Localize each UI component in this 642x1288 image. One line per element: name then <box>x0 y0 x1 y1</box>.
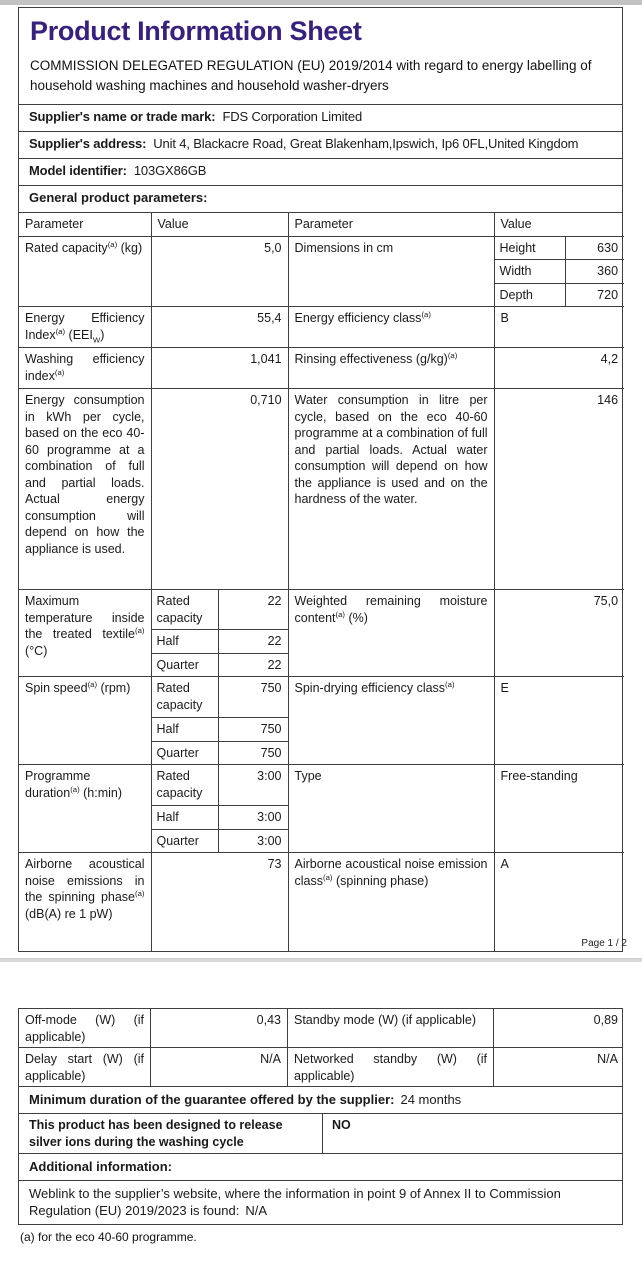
noise-value: 73 <box>151 853 288 951</box>
washing-index-value: 1,041 <box>151 348 288 389</box>
energy-consumption-value: 0,710 <box>151 389 288 590</box>
max-temp-quarter-label: Quarter <box>151 653 218 677</box>
table-row <box>19 853 624 951</box>
dimension-height-label: Height <box>494 236 565 260</box>
supplier-address-value: Unit 4, Blackacre Road, Great Blakenham,Ipswich, Ip6 0FL,United Kingdom <box>153 136 579 152</box>
table-row <box>19 765 624 806</box>
washing-index-label: Washing efficiency index$^{(a)}$ <box>19 348 151 389</box>
regulation-subtitle: COMMISSION DELEGATED REGULATION (EU) 2019/2014 with regard to energy labelling of household washing machines and household washer-dryers <box>30 58 592 93</box>
page1-sheet <box>18 7 623 952</box>
duration-rated-value: 3:00 <box>218 765 288 806</box>
spin-class-label: Spin-drying efficiency class$^{(a)}$ <box>288 677 494 765</box>
delay-start-label: Delay start (W) (if applicable) <box>19 1048 151 1087</box>
dimensions-label: Dimensions in cm <box>288 236 494 307</box>
silver-ions-row <box>19 1114 622 1154</box>
table-row <box>19 590 624 630</box>
page-separator <box>0 958 642 962</box>
off-mode-row <box>19 1009 622 1048</box>
guarantee-label: Minimum duration of the guarantee offered by the supplier: <box>29 1092 395 1107</box>
eei-label: Energy Efficiency Index$^{(a)}$ $(EEI_W)$ <box>19 307 151 348</box>
max-temp-half-label: Half <box>151 630 218 654</box>
header-section <box>19 8 622 105</box>
spin-speed-label: Spin speed$^{(a)}$ (rpm) <box>19 677 151 765</box>
table-row <box>19 348 624 389</box>
dimension-depth-label: Depth <box>494 283 565 307</box>
weblink-row <box>19 1181 622 1224</box>
rated-capacity-label: Rated capacity$^{(a)}$ (kg) <box>19 236 151 307</box>
moisture-value: 75,0 <box>494 590 624 677</box>
duration-quarter-label: Quarter <box>151 829 218 853</box>
dimension-width-value: 360 <box>565 260 624 284</box>
max-temp-rated-label: Rated capacity <box>151 590 218 630</box>
silver-ions-value: NO <box>332 1118 351 1132</box>
table-header-row <box>19 213 624 236</box>
weblink-value: N/A <box>245 1203 267 1219</box>
col-header-value-2: Value <box>494 213 624 236</box>
guarantee-row <box>19 1087 622 1114</box>
general-parameters-table <box>19 213 624 951</box>
model-identifier-label: Model identifier: <box>29 163 127 179</box>
water-consumption-value: 146 <box>494 389 624 590</box>
spin-class-value: E <box>494 677 624 765</box>
page-top-edge <box>0 0 642 5</box>
type-value: Free-standing <box>494 765 624 853</box>
duration-half-label: Half <box>151 806 218 830</box>
page-title: Product Information Sheet <box>30 16 362 46</box>
off-mode-label: Off-mode (W) (if applicable) <box>19 1009 151 1048</box>
standby-label: Standby mode (W) (if applicable) <box>288 1009 494 1048</box>
model-identifier-value: 103GX86GB <box>133 163 207 179</box>
page-indicator: Page 1 / 2 <box>581 938 627 949</box>
networked-standby-value: N/A <box>597 1052 618 1066</box>
spin-quarter-label: Quarter <box>151 741 218 765</box>
eei-value: 55,4 <box>151 307 288 348</box>
duration-quarter-value: 3:00 <box>218 829 288 853</box>
dimension-width-label: Width <box>494 260 565 284</box>
moisture-label: Weighted remaining moisture content$^{(a)}$ (%) <box>288 590 494 677</box>
energy-class-label: Energy efficiency class$^{(a)}$ <box>288 307 494 348</box>
rated-capacity-value: 5,0 <box>151 236 288 307</box>
col-header-parameter-2: Parameter <box>288 213 494 236</box>
table-row <box>19 236 624 260</box>
general-parameters-heading: General product parameters: <box>19 186 622 213</box>
noise-label: Airborne acoustical noise emissions in the spinning phase$^{(a)}$ (dB(A) re 1 pW) <box>19 853 151 951</box>
table-row <box>19 677 624 718</box>
energy-class-value: B <box>494 307 624 348</box>
weblink-label: Weblink to the supplier’s website, where the information in point 9 of Annex II to Commission Regulation (EU) 2019/2023 is found: <box>29 1186 561 1219</box>
off-mode-value: 0,43 <box>151 1009 288 1048</box>
water-consumption-label: Water consumption in litre per cycle, based on the eco 40-60 programme at a combination of full and partial loads. Actual water consumption will depend on how the appliance is used and on the hardness of the water. <box>288 389 494 590</box>
silver-ions-label: This product has been designed to release silver ions during the washing cycle <box>19 1114 323 1153</box>
supplier-address-label: Supplier's address: <box>29 136 147 152</box>
spin-quarter-value: 750 <box>218 741 288 765</box>
dimension-depth-value: 720 <box>565 283 624 307</box>
spin-rated-value: 750 <box>218 677 288 718</box>
guarantee-value: 24 months <box>400 1092 462 1107</box>
spin-half-label: Half <box>151 718 218 742</box>
footnote-eco-programme: (a) for the eco 40-60 programme. <box>20 1230 197 1244</box>
page2-sheet <box>18 1008 623 1225</box>
max-temp-quarter-value: 22 <box>218 653 288 677</box>
networked-standby-label: Networked standby (W) (if applicable) <box>288 1048 494 1087</box>
dimension-height-value: 630 <box>565 236 624 260</box>
noise-class-value: A <box>494 853 624 951</box>
spin-half-value: 750 <box>218 718 288 742</box>
spin-rated-label: Rated capacity <box>151 677 218 718</box>
col-header-value-1: Value <box>151 213 288 236</box>
duration-rated-label: Rated capacity <box>151 765 218 806</box>
delay-start-row <box>19 1048 622 1087</box>
max-temperature-label: Maximum temperature inside the treated textile$^{(a)}$ (°C) <box>19 590 151 677</box>
col-header-parameter-1: Parameter <box>19 213 151 236</box>
supplier-name-label: Supplier's name or trade mark: <box>29 109 216 125</box>
duration-half-value: 3:00 <box>218 806 288 830</box>
rinsing-value: 4,2 <box>494 348 624 389</box>
type-label: Type <box>288 765 494 853</box>
table-row <box>19 389 624 590</box>
standby-value: 0,89 <box>593 1013 618 1027</box>
max-temp-rated-value: 22 <box>218 590 288 630</box>
delay-start-value: N/A <box>151 1048 288 1087</box>
supplier-name-row <box>19 105 622 132</box>
max-temp-half-value: 22 <box>218 630 288 654</box>
programme-duration-label: Programme duration$^{(a)}$ (h:min) <box>19 765 151 853</box>
model-identifier-row <box>19 159 622 186</box>
supplier-address-row <box>19 132 622 159</box>
rinsing-label: Rinsing effectiveness $(g/kg)^{(a)}$ <box>288 348 494 389</box>
noise-class-label: Airborne acoustical noise emission class$^{(a)}$ (spinning phase) <box>288 853 494 951</box>
energy-consumption-label: Energy consumption in kWh per cycle, based on the eco 40-60 programme at a combination of full and partial loads. Actual energy consumption will depend on how the appliance is used. <box>19 389 151 590</box>
additional-info-row <box>19 1154 622 1181</box>
supplier-name-value: FDS Corporation Limited <box>222 109 363 125</box>
table-row <box>19 307 624 348</box>
additional-info-heading: Additional information: <box>29 1159 172 1174</box>
